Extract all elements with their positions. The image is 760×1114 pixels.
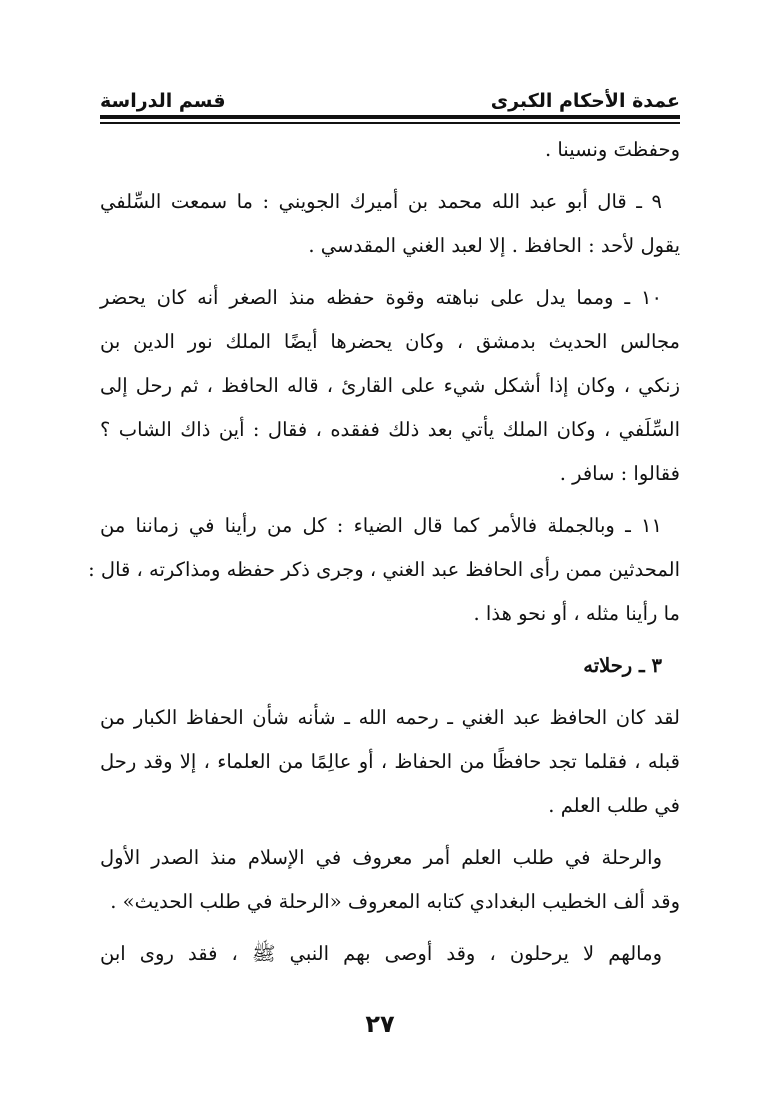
text-line: وقد ألف الخطيب البغدادي كتابه المعروف «الرحلة في طلب الحديث» . xyxy=(110,890,680,913)
heading-travels: ٣ ـ رحلاته xyxy=(583,654,662,677)
text-line: ١١ ـ وبالجملة فالأمر كما قال الضياء : كل من رأينا في زماننا من xyxy=(100,514,662,537)
paragraph-item-10 xyxy=(100,276,680,496)
text-line: وحفظتَ ونسينا . xyxy=(544,138,680,161)
text-line: زنكي ، وكان إذا أشكل شيء على القارئ ، قاله الحافظ ، ثم رحل إلى xyxy=(100,374,680,397)
header-rule-thick xyxy=(100,115,680,119)
paragraph-item-11 xyxy=(88,504,680,636)
text-line: يقول لأحد : الحافظ . إلا لعبد الغني المقدسي . xyxy=(308,234,680,257)
page-number: ٢٧ xyxy=(365,1010,395,1038)
text-line: ٩ ـ قال أبو عبد الله محمد بن أميرك الجويني : ما سمعت السِّلفي xyxy=(100,190,662,213)
book-title: عمدة الأحكام الكبرى xyxy=(490,90,680,112)
section-title: قسم الدراسة xyxy=(100,90,226,112)
text-line: لقد كان الحافظ عبد الغني ـ رحمه الله ـ شأنه شأن الحفاظ الكبار من xyxy=(100,706,680,729)
text-line: قبله ، فقلما تجد حافظًا من الحفاظ ، أو عالِمًا من العلماء ، إلا وقد رحل xyxy=(100,750,680,773)
text-line: السِّلَفي ، وكان الملك يأتي بعد ذلك ففقده ، فقال : أين ذاك الشاب ؟ xyxy=(100,418,680,441)
section-heading xyxy=(100,644,680,688)
paragraph-travels-2 xyxy=(100,836,680,924)
text-line: مجالس الحديث بدمشق ، وكان يحضرها أيضًا الملك نور الدين بن xyxy=(100,330,680,353)
text-line: في طلب العلم . xyxy=(548,794,680,817)
page-body xyxy=(88,128,680,976)
paragraph-continuation xyxy=(100,128,680,172)
running-header xyxy=(100,84,680,114)
header-rule-thin xyxy=(100,122,680,124)
text-line: المحدثين ممن رأى الحافظ عبد الغني ، وجرى ذكر حفظه ومذاكرته ، قال : xyxy=(88,558,680,581)
text-line: فقالوا : سافر . xyxy=(559,462,680,485)
text-line: والرحلة في طلب العلم أمر معروف في الإسلام منذ الصدر الأول xyxy=(100,846,662,869)
paragraph-travels-3 xyxy=(100,932,680,976)
paragraph-item-9 xyxy=(100,180,680,268)
text-line: ١٠ ـ ومما يدل على نباهته وقوة حفظه منذ الصغر أنه كان يحضر xyxy=(100,286,662,309)
paragraph-travels-1 xyxy=(100,696,680,828)
text-line: ومالهم لا يرحلون ، وقد أوصى بهم النبي ﷺ ، فقد روى ابن xyxy=(100,942,662,965)
text-line: ما رأينا مثله ، أو نحو هذا . xyxy=(473,602,680,625)
